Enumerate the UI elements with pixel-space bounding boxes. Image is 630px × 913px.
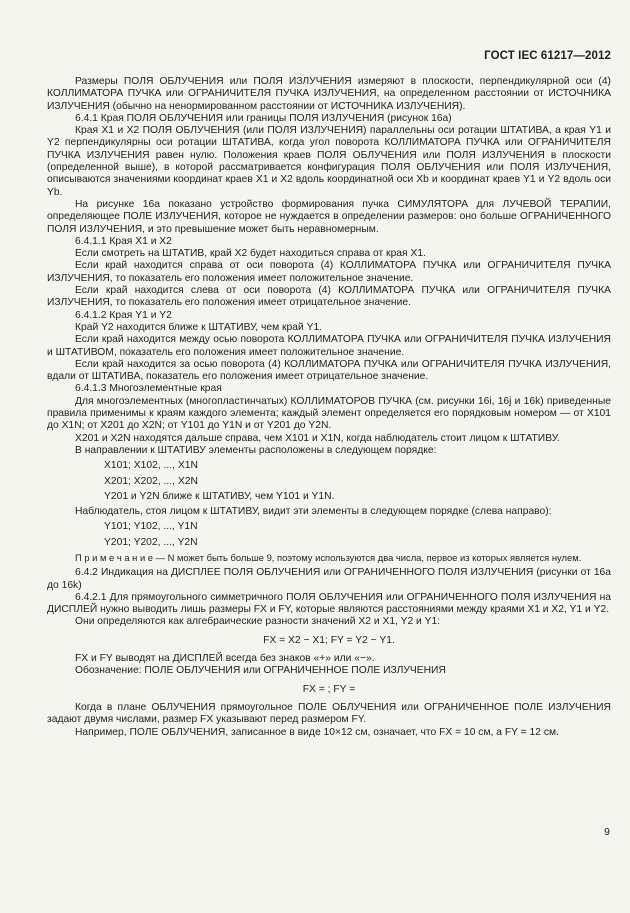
paragraph-order-intro: В направлении к ШТАТИВУ элементы расположены в следующем порядке: bbox=[75, 444, 437, 456]
paragraph-plan-order: Когда в плане ОБЛУЧЕНИЯ прямоугольное ПОЛЕ ОБЛУЧЕНИЯ или ОГРАНИЧЕННОЕ ПОЛЕ ИЗЛУЧЕНИЯ задают двумя числами, размер FX указывают перед размером FY. bbox=[47, 701, 611, 726]
list-y-closer: Y201 и Y2N ближе к ШТАТИВУ, чем Y101 и Y1N. bbox=[104, 490, 335, 502]
list-y1-leaves: Y101; Y102, ..., Y1N bbox=[104, 521, 198, 533]
formula-designation: FX = ; FY = bbox=[302, 683, 356, 695]
paragraph-y2-closer: Край Y2 находится ближе к ШТАТИВУ, чем край Y1. bbox=[75, 321, 323, 333]
paragraph-field-size: Размеры ПОЛЯ ОБЛУЧЕНИЯ или ПОЛЯ ИЗЛУЧЕНИЯ измеряют в плоскости, перпендикулярной оси (4) КОЛЛИМАТОРА ПУЧКА или ОГРАНИЧИТЕЛЯ ПУЧКА ИЗЛУЧЕНИЯ, на определенном расстоянии от ИСТОЧНИКА ИЗЛУЧЕНИЯ (обычно на ненормированном расстоянии от ИСТОЧНИКА ИЗЛУЧЕНИЯ). bbox=[47, 76, 611, 112]
section-heading-6-4-2: 6.4.2 Индикация на ДИСПЛЕЕ ПОЛЯ ОБЛУЧЕНИЯ или ОГРАНИЧЕННОГО ПОЛЯ ИЗЛУЧЕНИЯ (рисунки от 16а до 16k) bbox=[47, 567, 611, 591]
list-x2-leaves: X201; X202, ..., X2N bbox=[104, 475, 198, 487]
section-heading-6-4-1: 6.4.1 Края ПОЛЯ ОБЛУЧЕНИЯ или границы ПОЛЯ ИЗЛУЧЕНИЯ (рисунок 16а) bbox=[75, 112, 452, 124]
paragraph-symmetric-field: 6.4.2.1 Для прямоугольного симметричного ПОЛЯ ОБЛУЧЕНИЯ или ОГРАНИЧЕННОГО ПОЛЯ ИЗЛУЧЕНИЯ на ДИСПЛЕЙ нужно выводить лишь размеры FX и FY, которые являются расстояниями между краями X1 и X2, Y1 и Y2. bbox=[47, 591, 611, 616]
section-heading-6-4-1-1: 6.4.1.1 Края X1 и X2 bbox=[75, 235, 172, 247]
paragraph-right-positive: Если край находится справа от оси поворота (4) КОЛЛИМАТОРА ПУЧКА или ОГРАНИЧИТЕЛЯ ПУЧКА ИЗЛУЧЕНИЯ, то показатель его положения имеет положительное значение. bbox=[47, 260, 611, 284]
page-number: 9 bbox=[604, 826, 610, 838]
paragraph-designation: Обозначение: ПОЛЕ ОБЛУЧЕНИЯ или ОГРАНИЧЕННОЕ ПОЛЕ ИЗЛУЧЕНИЯ bbox=[75, 665, 446, 677]
paragraph-multileaf-rules: Для многоэлементных (многопластинчатых) КОЛЛИМАТОРОВ ПУЧКА (см. рисунки 16i, 16j и 16k) приведенные правила применимы к краям каждого элемента; каждый элемент определяется его порядковым номером — от X101 до X1N; от X201 до X2N; от Y101 до Y1N и от Y201 до Y2N. bbox=[47, 395, 611, 432]
paragraph-left-negative: Если край находится слева от оси поворота (4) КОЛЛИМАТОРА ПУЧКА или ОГРАНИЧИТЕЛЯ ПУЧКА ИЗЛУЧЕНИЯ, то показатель его положения имеет отрицательное значение. bbox=[47, 285, 611, 309]
paragraph-x2-right: Если смотреть на ШТАТИВ, край X2 будет находиться справа от края X1. bbox=[75, 248, 426, 260]
note-paragraph: П р и м е ч а н и е — N может быть больше 9, поэтому используются два числа, первое из которых является нулем. bbox=[75, 551, 582, 563]
paragraph-algebraic-difference: Они определяются как алгебраические разности значений X2 и X1, Y2 и Y1: bbox=[75, 616, 441, 628]
section-heading-6-4-1-2: 6.4.1.2 Края Y1 и Y2 bbox=[75, 309, 172, 321]
section-heading-6-4-1-3: 6.4.1.3 Многоэлементные края bbox=[75, 383, 222, 395]
paragraph-x201-right: X201 и X2N находятся дальше справа, чем X101 и X1N, когда наблюдатель стоит лицом к ШТАТИВУ. bbox=[75, 432, 560, 444]
paragraph-behind-negative: Если край находится за осью поворота (4) КОЛЛИМАТОРА ПУЧКА или ОГРАНИЧИТЕЛЯ ПУЧКА ИЗЛУЧЕНИЯ, вдали от ШТАТИВА, показатель его положения имеет отрицательное значение. bbox=[47, 358, 611, 383]
list-y2-leaves: Y201; Y202, ..., Y2N bbox=[104, 536, 198, 548]
standard-header: ГОСТ IEC 61217—2012 bbox=[484, 50, 611, 62]
paragraph-edges-definition: Края X1 и X2 ПОЛЯ ОБЛУЧЕНИЯ (или ПОЛЯ ИЗЛУЧЕНИЯ) параллельны оси ротации ШТАТИВА, а края Y1 и Y2 перпендикулярны оси ротации ШТАТИВА, когда угол поворота КОЛЛИМАТОРА ПУЧКА или ОГРАНИЧИТЕЛЯ ПУЧКА ИЗЛУЧЕНИЯ равен нулю. Положения краев ПОЛЯ ОБЛУЧЕНИЯ или ПОЛЯ ИЗЛУЧЕНИЯ в плоскости (определенной выше), в которой рассматривается конфигурация ПОЛЯ ОБЛУЧЕНИЯ или ПОЛЯ ИЗЛУЧЕНИЯ, описываются значениями координат краев X1 и X2 вдоль координатной оси Xb и координат краев Y1 и Y2 вдоль оси Yb. bbox=[47, 125, 611, 198]
document-body bbox=[47, 76, 611, 739]
paragraph-observer-order: Наблюдатель, стоя лицом к ШТАТИВУ, видит эти элементы в следующем порядке (слева направо): bbox=[75, 506, 552, 518]
paragraph-figure-16a: На рисунке 16а показано устройство формирования пучка СИМУЛЯТОРА для ЛУЧЕВОЙ ТЕРАПИИ, определяющее ПОЛЕ ИЗЛУЧЕНИЯ, которое не нуждается в определении размеров: оно больше ОГРАНИЧЕННОГО ПОЛЯ ИЗЛУЧЕНИЯ, и это превышение может быть неравномерным. bbox=[47, 198, 611, 235]
list-x1-leaves: X101; X102, ..., X1N bbox=[104, 460, 198, 472]
paragraph-between-positive: Если край находится между осью поворота КОЛЛИМАТОРА ПУЧКА или ОГРАНИЧИТЕЛЯ ПУЧКА ИЗЛУЧЕНИЯ и ШТАТИВОМ, показатель его положения имеет положительное значение. bbox=[47, 334, 611, 358]
paragraph-example: Например, ПОЛЕ ОБЛУЧЕНИЯ, записанное в виде 10×12 см, означает, что FX = 10 см, а FY = 12 см. bbox=[75, 726, 559, 738]
paragraph-no-signs: FX и FY выводят на ДИСПЛЕЙ всегда без знаков «+» или «−». bbox=[75, 653, 375, 665]
formula-fx-fy: FX = X2 − X1; FY = Y2 − Y1. bbox=[263, 634, 395, 646]
